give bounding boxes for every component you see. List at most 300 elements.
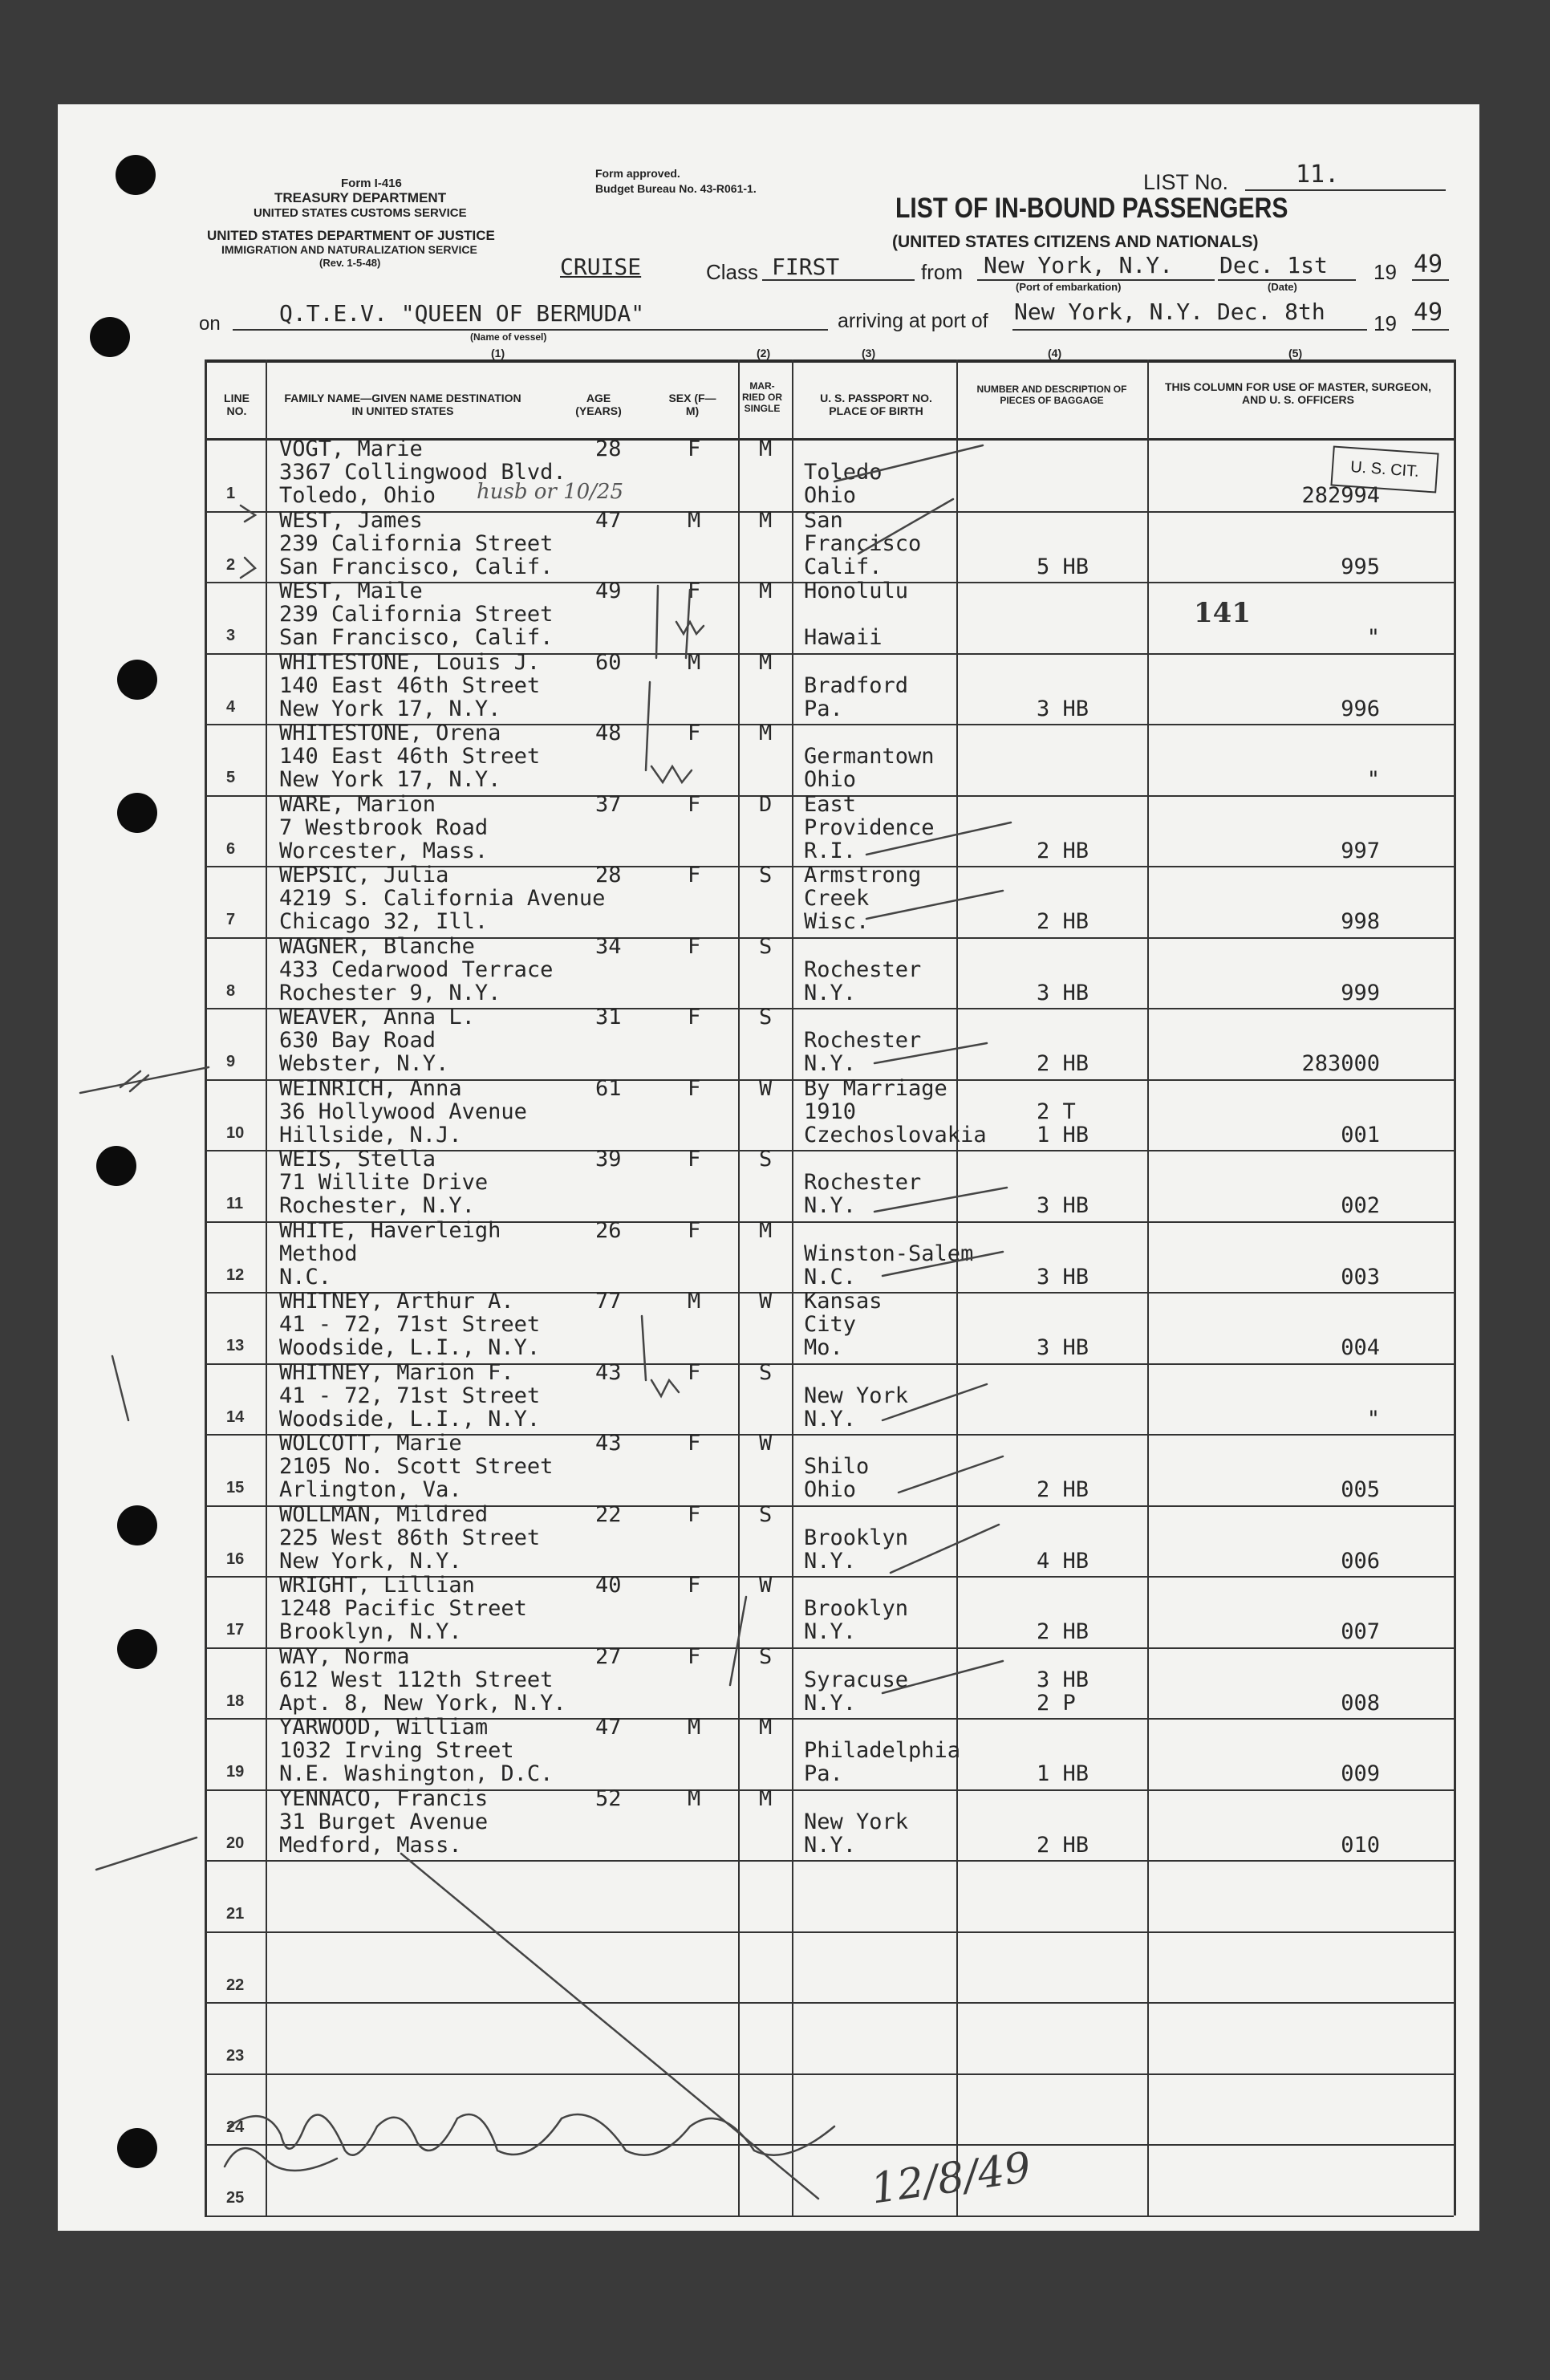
row-rule xyxy=(205,1931,1454,1933)
vessel-caption: (Name of vessel) xyxy=(470,331,547,343)
passenger-name: WHITNEY, Marion F. xyxy=(279,1359,514,1385)
line-number: 13 xyxy=(226,1337,245,1354)
line-number: 7 xyxy=(226,911,236,928)
birthplace-line-2: New York xyxy=(804,1383,909,1408)
age: 77 xyxy=(595,1289,622,1314)
header-line-no: LINE NO. xyxy=(224,392,250,417)
age: 37 xyxy=(595,791,622,817)
line-number: 20 xyxy=(226,1834,245,1852)
sex: F xyxy=(688,721,701,745)
column-rule xyxy=(738,359,740,2216)
birthplace-line-1: Armstrong xyxy=(804,863,922,887)
from-year-underline xyxy=(1412,279,1449,281)
age: 28 xyxy=(595,863,622,887)
line-number: 12 xyxy=(226,1265,245,1284)
officer-number: 002 xyxy=(1341,1193,1380,1218)
binder-hole xyxy=(90,317,130,357)
birthplace-line-3: N.Y. xyxy=(804,1619,857,1644)
officer-number: " xyxy=(1366,1406,1380,1432)
birthplace-line-3: Czechoslovakia xyxy=(804,1122,987,1147)
officer-number: 995 xyxy=(1341,554,1380,579)
from-year: 49 xyxy=(1414,250,1443,278)
baggage-line-3: 4 HB xyxy=(1037,1548,1089,1574)
line-number: 1 xyxy=(226,485,236,502)
line-number: 16 xyxy=(226,1549,245,1568)
birthplace-line-2: Providence xyxy=(804,814,935,840)
birthplace-line-3: Pa. xyxy=(804,696,843,721)
baggage-line-3: 1 HB xyxy=(1037,1761,1089,1786)
birthplace-line-3: N.Y. xyxy=(804,1548,857,1574)
birthplace-line-2: Bradford xyxy=(804,672,909,698)
age: 49 xyxy=(595,579,622,603)
marital-status: M xyxy=(759,649,773,675)
baggage-line-3: 2 HB xyxy=(1037,1619,1089,1644)
officer-number: 004 xyxy=(1341,1335,1380,1360)
row-rule xyxy=(205,2144,1454,2146)
address-line-1: 3367 Collingwood Blvd. xyxy=(279,460,566,485)
address-line-2: Brooklyn, N.Y. xyxy=(279,1619,462,1644)
address-line-2: San Francisco, Calif. xyxy=(279,625,554,650)
birthplace-line-3: Ohio xyxy=(804,767,857,792)
baggage-line-3: 2 HB xyxy=(1037,1477,1089,1502)
address-line-1: 2105 No. Scott Street xyxy=(279,1454,554,1479)
binder-hole xyxy=(117,1629,157,1669)
birthplace-line-2: Rochester xyxy=(804,1170,922,1195)
birthplace-line-2: New York xyxy=(804,1809,909,1834)
officer-number: 005 xyxy=(1341,1477,1380,1502)
birthplace-line-2: 1910 xyxy=(804,1099,857,1124)
embarkation-date: Dec. 1st xyxy=(1219,252,1328,278)
passenger-name: WHITESTONE, Louis J. xyxy=(279,649,541,675)
birthplace-line-2: Toledo xyxy=(804,460,883,485)
address-line-2: Webster, N.Y. xyxy=(279,1051,449,1076)
address-line-1: Method xyxy=(279,1241,358,1266)
birthplace-line-3: N.Y. xyxy=(804,1051,857,1076)
marital-status: W xyxy=(759,1289,773,1314)
marital-status: M xyxy=(759,721,773,745)
address-line-1: 71 Willite Drive xyxy=(279,1170,489,1195)
address-line-2: New York 17, N.Y. xyxy=(279,696,501,721)
sex: F xyxy=(688,1147,701,1172)
birthplace-line-3: Pa. xyxy=(804,1761,843,1786)
line-number: 25 xyxy=(226,2189,245,2207)
address-line-1: 140 East 46th Street xyxy=(279,744,541,769)
header-passport: U. S. PASSPORT NO. PLACE OF BIRTH xyxy=(820,392,932,417)
line-number: 22 xyxy=(226,1976,245,1994)
header-sex: SEX (F—M) xyxy=(668,392,716,417)
birthplace-line-3: Calif. xyxy=(804,554,883,579)
age: 34 xyxy=(595,933,622,959)
birthplace-line-1: Kansas xyxy=(804,1289,883,1314)
sex: M xyxy=(688,1715,701,1740)
line-number: 11 xyxy=(226,1195,244,1212)
signature-date: 12/8/49 xyxy=(867,2143,1034,2214)
address-line-2: Rochester 9, N.Y. xyxy=(279,980,501,1005)
age: 28 xyxy=(595,437,622,461)
age: 60 xyxy=(595,649,622,675)
baggage-line-3: 2 HB xyxy=(1037,909,1089,934)
arrival-year-prefix: 19 xyxy=(1373,311,1397,335)
header-baggage: NUMBER AND DESCRIPTION OF PIECES OF BAGGAGE xyxy=(976,384,1127,406)
sex: M xyxy=(688,649,701,675)
date-caption: (Date) xyxy=(1268,281,1297,293)
sex: M xyxy=(688,1785,701,1811)
line-number: 19 xyxy=(226,1763,245,1781)
baggage-line-3: 2 HB xyxy=(1037,1832,1089,1858)
line-number: 21 xyxy=(226,1905,245,1923)
officer-number: 010 xyxy=(1341,1832,1380,1858)
list-no-value: 11. xyxy=(1296,160,1340,189)
address-line-2: N.C. xyxy=(279,1264,332,1290)
line-number: 17 xyxy=(226,1621,245,1639)
birthplace-line-3: Ohio xyxy=(804,1477,857,1502)
sex: F xyxy=(688,1501,701,1527)
sex: F xyxy=(688,1005,701,1030)
passenger-name: WRIGHT, Lillian xyxy=(279,1573,475,1598)
sex: F xyxy=(688,1217,701,1243)
passenger-name: WHITNEY, Arthur A. xyxy=(279,1289,514,1314)
line-number: 10 xyxy=(226,1123,245,1142)
address-line-1: 1032 Irving Street xyxy=(279,1738,514,1763)
baggage-line-3: 3 HB xyxy=(1037,1193,1089,1218)
passenger-name: WAGNER, Blanche xyxy=(279,933,475,959)
marital-status: S xyxy=(759,1359,773,1385)
birthplace-line-3: R.I. xyxy=(804,838,857,863)
officer-number: 008 xyxy=(1341,1690,1380,1716)
baggage-line-3: 3 HB xyxy=(1037,980,1089,1005)
birthplace-line-3: Ohio xyxy=(804,483,857,508)
address-line-2: N.E. Washington, D.C. xyxy=(279,1761,554,1786)
birthplace-line-1: East xyxy=(804,791,857,817)
baggage-line-3: 3 HB xyxy=(1037,1335,1089,1360)
marital-status: M xyxy=(759,1217,773,1243)
marital-status: S xyxy=(759,933,773,959)
marital-status: M xyxy=(759,1785,773,1811)
marital-status: S xyxy=(759,1643,773,1669)
col-number-2: (2) xyxy=(757,347,771,359)
column-rule xyxy=(1454,359,1456,2216)
passenger-name: WEINRICH, Anna xyxy=(279,1075,462,1101)
officer-number: 996 xyxy=(1341,696,1380,721)
officer-number: 006 xyxy=(1341,1548,1380,1574)
row3-officer-note: 141 xyxy=(1194,597,1251,629)
birthplace-line-3: N.C. xyxy=(804,1264,857,1290)
col-number-4: (4) xyxy=(1048,347,1062,359)
passenger-name: YARWOOD, William xyxy=(279,1715,489,1740)
address-line-2: Rochester, N.Y. xyxy=(279,1193,475,1218)
address-line-1: 140 East 46th Street xyxy=(279,672,541,698)
line-number: 8 xyxy=(226,981,236,1000)
marital-status: S xyxy=(759,1005,773,1030)
marital-status: S xyxy=(759,1147,773,1172)
address-line-1: 41 - 72, 71st Street xyxy=(279,1312,541,1337)
officer-number: 998 xyxy=(1341,909,1380,934)
binder-hole xyxy=(116,155,156,195)
column-rule xyxy=(1147,359,1149,2216)
address-line-1: 433 Cedarwood Terrace xyxy=(279,956,554,982)
birthplace-line-1: San xyxy=(804,507,843,533)
marital-status: M xyxy=(759,437,773,461)
age: 22 xyxy=(595,1501,622,1527)
line-number: 3 xyxy=(226,627,236,644)
on-label: on xyxy=(199,313,221,335)
line-number: 2 xyxy=(226,555,236,574)
birthplace-line-2: Brooklyn xyxy=(804,1596,909,1621)
col-number-5: (5) xyxy=(1288,347,1303,359)
officer-number: 003 xyxy=(1341,1264,1380,1290)
sex: F xyxy=(688,437,701,461)
passenger-name: WEIS, Stella xyxy=(279,1147,436,1172)
baggage-line-3: 3 HB xyxy=(1037,696,1089,721)
birthplace-line-2: City xyxy=(804,1312,857,1337)
sex: F xyxy=(688,1573,701,1598)
col-number-3: (3) xyxy=(862,347,876,359)
row-rule xyxy=(205,2216,1454,2217)
passenger-name: WARE, Marion xyxy=(279,791,436,817)
arriving-label: arriving at port of xyxy=(838,310,988,332)
address-line-1: 225 West 86th Street xyxy=(279,1525,541,1550)
marital-status: W xyxy=(759,1573,773,1598)
marital-status: W xyxy=(759,1431,773,1456)
marital-status: M xyxy=(759,579,773,603)
passenger-name: YENNACO, Francis xyxy=(279,1785,489,1811)
marital-status: S xyxy=(759,863,773,887)
column-rule xyxy=(792,359,793,2216)
passenger-name: WAY, Norma xyxy=(279,1643,410,1669)
address-line-2: New York 17, N.Y. xyxy=(279,767,501,792)
arrival-underline xyxy=(1012,329,1367,331)
marital-status: M xyxy=(759,1715,773,1740)
vessel-underline xyxy=(233,329,828,331)
line-number: 5 xyxy=(226,769,236,786)
baggage-line-3: 3 HB xyxy=(1037,1264,1089,1290)
birthplace-line-3: N.Y. xyxy=(804,1690,857,1716)
birthplace-line-3: Wisc. xyxy=(804,909,870,934)
baggage-line-2: 2 T xyxy=(1037,1099,1076,1124)
address-line-2: San Francisco, Calif. xyxy=(279,554,554,579)
address-line-2: Apt. 8, New York, N.Y. xyxy=(279,1690,566,1716)
address-line-1: 630 Bay Road xyxy=(279,1028,436,1053)
passenger-name: WHITESTONE, Orena xyxy=(279,721,501,745)
address-line-2: Toledo, Ohio xyxy=(279,483,436,508)
address-line-2: Worcester, Mass. xyxy=(279,838,489,863)
table-top-rule xyxy=(205,359,1454,363)
age: 43 xyxy=(595,1359,622,1385)
passenger-name: VOGT, Marie xyxy=(279,437,423,461)
line-number: 15 xyxy=(226,1479,245,1497)
birthplace-line-2: Creek xyxy=(804,886,870,911)
sex: F xyxy=(688,933,701,959)
address-line-2: New York, N.Y. xyxy=(279,1548,462,1574)
birthplace-line-2: Syracuse xyxy=(804,1667,909,1692)
line-number: 4 xyxy=(226,697,236,716)
birthplace-line-3: Hawaii xyxy=(804,625,883,650)
address-line-1: 31 Burget Avenue xyxy=(279,1809,489,1834)
form-approved: Form approved. xyxy=(595,167,680,180)
officer-number: 009 xyxy=(1341,1761,1380,1786)
department-of-justice: UNITED STATES DEPARTMENT OF JUSTICE xyxy=(207,228,495,243)
birthplace-line-2: Francisco xyxy=(804,530,922,556)
col-number-1: (1) xyxy=(491,347,505,359)
officer-number: " xyxy=(1366,625,1380,650)
sex: F xyxy=(688,1359,701,1385)
address-line-1: 239 California Street xyxy=(279,602,554,627)
row-rule xyxy=(205,2002,1454,2004)
address-line-1: 239 California Street xyxy=(279,530,554,556)
embarkation-port: New York, N.Y. xyxy=(984,252,1174,278)
age: 47 xyxy=(595,507,622,533)
form-number: Form I-416 xyxy=(341,177,402,190)
baggage-line-3: 5 HB xyxy=(1037,554,1089,579)
marital-status: D xyxy=(759,791,773,817)
address-line-1: 1248 Pacific Street xyxy=(279,1596,527,1621)
us-citizen-stamp: U. S. CIT. xyxy=(1330,445,1438,493)
birthplace-line-1: Honolulu xyxy=(804,579,909,603)
age: 27 xyxy=(595,1643,622,1669)
officer-number: 997 xyxy=(1341,838,1380,863)
sex: M xyxy=(688,1289,701,1314)
from-label: from xyxy=(921,260,963,284)
header-married: MAR-RIED OR SINGLE xyxy=(741,380,782,414)
passenger-name: WOLLMAN, Mildred xyxy=(279,1501,489,1527)
birthplace-line-2: Brooklyn xyxy=(804,1525,909,1550)
baggage-line-3: 2 HB xyxy=(1037,838,1089,863)
age: 52 xyxy=(595,1785,622,1811)
passenger-name: WEST, Maile xyxy=(279,579,423,603)
sex: F xyxy=(688,579,701,603)
sex: F xyxy=(688,1431,701,1456)
officer-number: 007 xyxy=(1341,1619,1380,1644)
passenger-name: WEST, James xyxy=(279,507,423,533)
address-line-1: 36 Hollywood Avenue xyxy=(279,1099,527,1124)
row-rule xyxy=(205,1860,1454,1862)
address-line-2: Hillside, N.J. xyxy=(279,1122,462,1147)
manifest-subtitle: (UNITED STATES CITIZENS AND NATIONALS) xyxy=(892,233,1259,251)
sex: F xyxy=(688,791,701,817)
binder-hole xyxy=(117,793,157,833)
age: 31 xyxy=(595,1005,622,1030)
arrival-port: New York, N.Y. Dec. 8th xyxy=(1014,299,1325,325)
birthplace-line-2: Shilo xyxy=(804,1454,870,1479)
passenger-name: WEPSIC, Julia xyxy=(279,863,449,887)
header-officers: THIS COLUMN FOR USE OF MASTER, SURGEON, AND U. S. OFFICERS xyxy=(1164,380,1432,406)
birthplace-line-1: By Marriage xyxy=(804,1075,947,1101)
address-line-2: Woodside, L.I., N.Y. xyxy=(279,1335,541,1360)
baggage-line-3: 2 P xyxy=(1037,1690,1076,1716)
birthplace-line-3: N.Y. xyxy=(804,1832,857,1858)
birthplace-line-2: Philadelphia xyxy=(804,1738,961,1763)
baggage-line-3: 2 HB xyxy=(1037,1051,1089,1076)
list-no-underline xyxy=(1245,189,1446,191)
sex: M xyxy=(688,507,701,533)
address-line-2: Arlington, Va. xyxy=(279,1477,462,1502)
sex: F xyxy=(688,1643,701,1669)
binder-hole xyxy=(96,1146,136,1186)
column-rule xyxy=(956,359,958,2216)
birthplace-line-2: Rochester xyxy=(804,956,922,982)
immigration-service: IMMIGRATION AND NATURALIZATION SERVICE xyxy=(221,243,477,256)
row-rule xyxy=(205,2073,1454,2075)
arrival-year-underline xyxy=(1412,329,1449,331)
officer-number: 999 xyxy=(1341,980,1380,1005)
address-line-1: 7 Westbrook Road xyxy=(279,814,489,840)
line-number: 24 xyxy=(226,2118,245,2136)
address-line-1: 612 West 112th Street xyxy=(279,1667,554,1692)
baggage-line-3: 1 HB xyxy=(1037,1122,1089,1147)
officer-number: " xyxy=(1366,767,1380,792)
binder-hole xyxy=(117,2128,157,2168)
budget-bureau: Budget Bureau No. 43-R061-1. xyxy=(595,182,757,195)
officer-number: 282994 xyxy=(1301,483,1380,508)
embarkation-caption: (Port of embarkation) xyxy=(1016,281,1122,293)
address-line-2: Woodside, L.I., N.Y. xyxy=(279,1406,541,1432)
address-line-2: Medford, Mass. xyxy=(279,1832,462,1858)
binder-hole xyxy=(117,1505,157,1545)
birthplace-line-3: N.Y. xyxy=(804,1406,857,1432)
birthplace-line-3: Mo. xyxy=(804,1335,843,1360)
passenger-name: WEAVER, Anna L. xyxy=(279,1005,475,1030)
line-number: 18 xyxy=(226,1692,245,1710)
column-rule xyxy=(205,359,207,2216)
handwritten-note: husb or 10/25 xyxy=(477,480,624,504)
manifest-title: LIST OF IN-BOUND PASSENGERS xyxy=(895,193,1288,224)
arrival-year: 49 xyxy=(1414,299,1443,327)
address-line-2: Chicago 32, Ill. xyxy=(279,909,489,934)
line-number: 6 xyxy=(226,839,236,858)
vessel-name: Q.T.E.V. "QUEEN OF BERMUDA" xyxy=(279,300,645,327)
marital-status: S xyxy=(759,1501,773,1527)
age: 48 xyxy=(595,721,622,745)
sex: F xyxy=(688,863,701,887)
column-rule xyxy=(266,359,267,2216)
customs-service: UNITED STATES CUSTOMS SERVICE xyxy=(254,206,467,220)
age: 47 xyxy=(595,1715,622,1740)
sex: F xyxy=(688,1075,701,1101)
age: 26 xyxy=(595,1217,622,1243)
marital-status: M xyxy=(759,507,773,533)
passenger-name: WHITE, Haverleigh xyxy=(279,1217,501,1243)
treasury-department: TREASURY DEPARTMENT xyxy=(274,190,447,205)
header-age: AGE (YEARS) xyxy=(575,392,622,417)
line-number: 14 xyxy=(226,1407,245,1426)
cruise-label: CRUISE xyxy=(560,254,642,280)
list-no-label: LIST No. xyxy=(1143,170,1229,194)
address-line-1: 41 - 72, 71st Street xyxy=(279,1383,541,1408)
age: 61 xyxy=(595,1075,622,1101)
officer-number: 283000 xyxy=(1301,1051,1380,1076)
officer-number: 001 xyxy=(1341,1122,1380,1147)
birthplace-line-2: Winston-Salem xyxy=(804,1241,974,1266)
class-underline xyxy=(762,279,915,281)
passenger-name: WOLCOTT, Marie xyxy=(279,1431,462,1456)
address-line-1: 4219 S. California Avenue xyxy=(279,886,606,911)
line-number: 9 xyxy=(226,1053,236,1070)
birthplace-line-3: N.Y. xyxy=(804,980,857,1005)
birthplace-line-2: Rochester xyxy=(804,1028,922,1053)
revision-date: (Rev. 1-5-48) xyxy=(319,257,381,269)
age: 43 xyxy=(595,1431,622,1456)
birthplace-line-3: N.Y. xyxy=(804,1193,857,1218)
baggage-line-2: 3 HB xyxy=(1037,1667,1089,1692)
binder-hole xyxy=(117,660,157,700)
age: 39 xyxy=(595,1147,622,1172)
header-name: FAMILY NAME—GIVEN NAME DESTINATION IN UNITED STATES xyxy=(284,392,521,417)
class-value: FIRST xyxy=(772,254,840,280)
marital-status: W xyxy=(759,1075,773,1101)
from-year-prefix: 19 xyxy=(1373,260,1397,284)
age: 40 xyxy=(595,1573,622,1598)
birthplace-line-2: Germantown xyxy=(804,744,935,769)
